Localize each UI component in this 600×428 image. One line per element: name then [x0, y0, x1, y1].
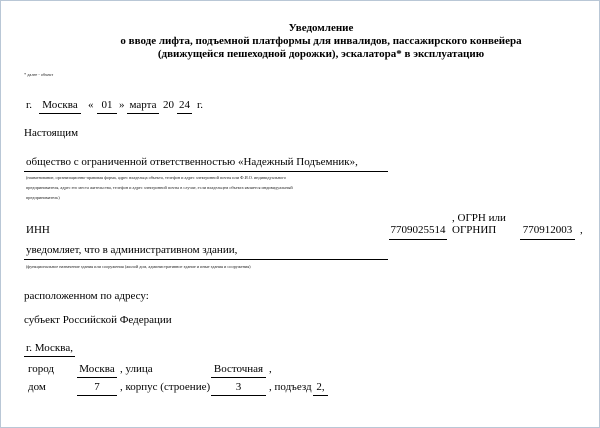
- entrance-underline: [313, 395, 328, 396]
- city-label: город: [28, 363, 55, 375]
- date-day: 01: [101, 99, 113, 111]
- ogrn-value: 770912003: [522, 224, 573, 236]
- region-value: г. Москва,: [26, 342, 73, 354]
- located-text: расположенном по адресу:: [24, 290, 149, 302]
- street-label: , улица: [120, 363, 153, 375]
- ogrn-underline: [520, 239, 575, 240]
- inn-label: ИНН: [26, 224, 50, 236]
- entrance-value: 2,: [316, 381, 325, 393]
- notify-hint: (функциональное назначение здания или сооружения (жилой дом, административное здание и иные здания и сооружения): [26, 264, 251, 269]
- date-year: 24: [179, 99, 190, 111]
- notify-underline: [24, 259, 388, 260]
- region-label: субъект Российской Федерации: [24, 314, 172, 326]
- document-title-line-2: о вводе лифта, подъемной платформы для инвалидов, пассажирского конвейера: [120, 35, 522, 47]
- building-label: , корпус (строение): [120, 381, 211, 393]
- entrance-label: , подъезд: [269, 381, 312, 393]
- inn-underline: [389, 239, 447, 240]
- date-city: Москва: [42, 99, 78, 111]
- date-year-prefix: 20: [163, 99, 174, 111]
- date-city-prefix: г.: [26, 99, 33, 111]
- date-suffix: г.: [197, 99, 204, 111]
- street-comma: ,: [269, 363, 272, 375]
- ogrn-comma: ,: [580, 224, 583, 236]
- house-label: дом: [28, 381, 46, 393]
- date-day-underline: [97, 113, 117, 114]
- date-year-underline: [177, 113, 192, 114]
- inn-value: 7709025514: [390, 224, 446, 236]
- building-underline: [211, 395, 266, 396]
- house-value: 7: [94, 381, 100, 393]
- region-underline: [24, 356, 75, 357]
- intro-text: Настоящим: [24, 127, 79, 139]
- street-underline: [211, 377, 266, 378]
- document-title: Уведомление: [288, 22, 354, 34]
- building-value: 3: [235, 381, 242, 393]
- footnote: * далее - объект: [24, 72, 54, 77]
- city-value: Москва: [79, 363, 115, 375]
- date-month-underline: [127, 113, 159, 114]
- date-open-quote: «: [88, 99, 94, 111]
- city-underline: [77, 377, 117, 378]
- date-month: марта: [129, 99, 157, 111]
- date-close-quote: »: [119, 99, 125, 111]
- owner-underline: [24, 171, 388, 172]
- owner-name: общество с ограниченной ответственностью «Надежный Подъемник»,: [26, 156, 358, 168]
- ogrn-label: , ОГРН или: [452, 212, 506, 224]
- owner-hint-line-3: предприниматель): [26, 195, 60, 200]
- owner-hint-line-1: (наименование, организационно-правовая форма, адрес владельца объекта, телефон и адрес электронной почты или Ф.И.О. индивидуального: [26, 175, 286, 180]
- house-underline: [77, 395, 117, 396]
- date-city-underline: [39, 113, 81, 114]
- street-value: Восточная: [213, 363, 264, 375]
- notify-text: уведомляет, что в административном здании,: [26, 244, 238, 256]
- document-title-line-3: (движущейся пешеходной дорожки), эскалатора* в эксплуатацию: [157, 48, 485, 60]
- ogrnip-label: ОГРНИП: [452, 224, 497, 236]
- owner-hint-line-2: предпринимателя, адрес его места жительства, телефон и адрес электронной почты в случае, если владельцем объекта является индивидуальный: [26, 185, 293, 190]
